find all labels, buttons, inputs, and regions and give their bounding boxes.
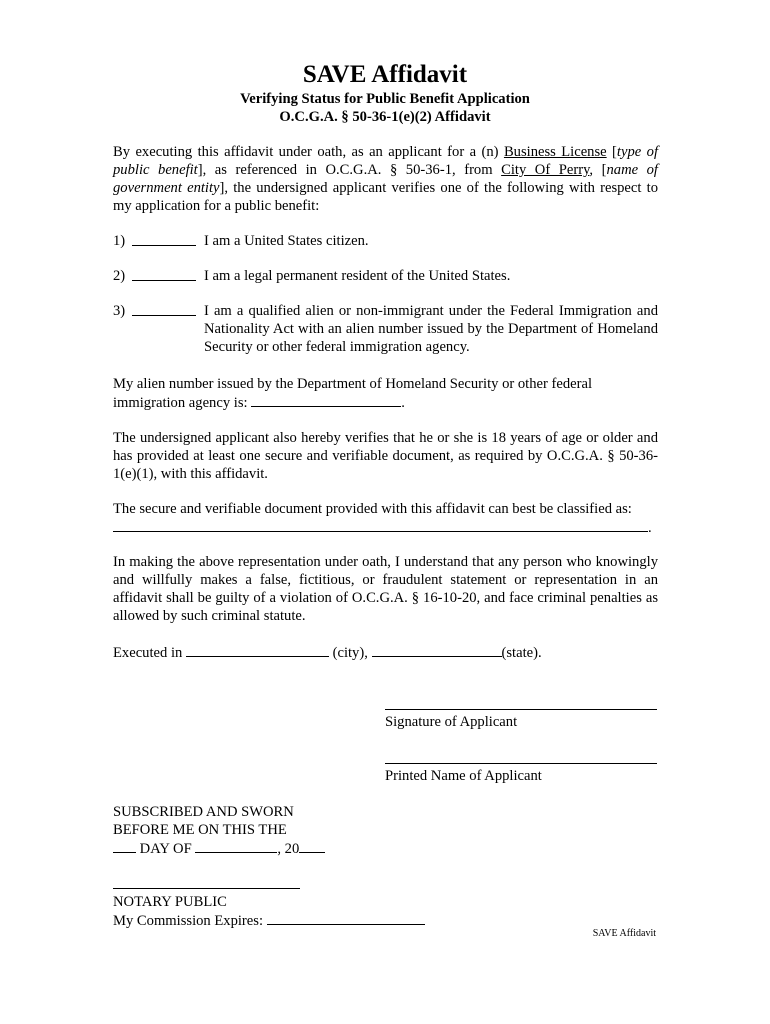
option-2-blank[interactable] [132,267,196,281]
option-text: I am a legal permanent resident of the United States. [204,268,511,284]
city-field[interactable] [186,643,329,657]
document-title: SAVE Affidavit [302,61,468,88]
option-text: I am a United States citizen. [204,233,369,249]
page-footer: SAVE Affidavit [592,928,656,939]
printed-name-label: Printed Name of Applicant [385,768,542,784]
printed-name-line[interactable] [385,763,657,764]
alien-number-paragraph: My alien number issued by the Department of Homeland Security or other federal immigration agency is: . [113,376,593,411]
option-number: 1) [113,233,126,249]
intro-paragraph: By executing this affidavit under oath, as an applicant for a (n) Business License [type of public benefit], as referenced in O.C.G.A. § 50-36-1, from City Of Perry, [name of government entity], the undersigned applicant verifies one of the following with respect to my application for a public benefit: [113,144,658,214]
option-citizen [113,232,658,250]
document-subtitle: Verifying Status for Public Benefit Application [240,91,530,107]
option-qualified-alien [113,302,658,358]
alien-number-field[interactable] [251,393,401,407]
option-number: 2) [113,268,126,284]
day-field[interactable] [113,839,136,853]
state-field[interactable] [372,643,502,657]
executed-in-line: Executed in (city), (state). [113,645,542,661]
month-field[interactable] [195,839,277,853]
option-number: 3) [113,303,126,319]
signature-line[interactable] [385,709,657,710]
age-verification-paragraph: The undersigned applicant also hereby verifies that he or she is 18 years of age or older and has provided at least one secure and verifiable document, as required by O.C.G.A. § 50-36-1(e)(1), with this affidavit. [113,430,658,482]
notary-block: NOTARY PUBLIC My Commission Expires: [113,893,425,930]
option-3-blank[interactable] [132,302,196,316]
option-permanent-resident [113,267,658,285]
secure-document-field[interactable] [113,518,648,532]
benefit-type-value[interactable]: Business License [503,144,607,160]
government-entity-value[interactable]: City Of Perry [501,162,590,178]
oath-paragraph: In making the above representation under oath, I understand that any person who knowingly and willfully makes a false, fictitious, or fraudulent statement or representation in an affidavit shall be guilty of a violation of O.C.G.A. § 16-10-20, and face criminal penalties as allowed by such criminal statute. [113,554,658,624]
signature-label: Signature of Applicant [385,714,518,730]
commission-expires-field[interactable] [267,911,425,925]
secure-document-paragraph: The secure and verifiable document provided with this affidavit can best be classified as: . [113,501,652,536]
option-text: I am a qualified alien or non-immigrant under the Federal Immigration and Nationality Act with an alien number issued by the Department of Homeland Security or other federal immigration agency. [204,303,658,355]
notary-signature-line[interactable] [113,888,300,889]
option-1-blank[interactable] [132,232,196,246]
statute-reference: O.C.G.A. § 50-36-1(e)(2) Affidavit [279,109,491,125]
sworn-block: SUBSCRIBED AND SWORN BEFORE ME ON THIS THE DAY OF , 20 [113,803,325,858]
year-field[interactable] [299,839,325,853]
